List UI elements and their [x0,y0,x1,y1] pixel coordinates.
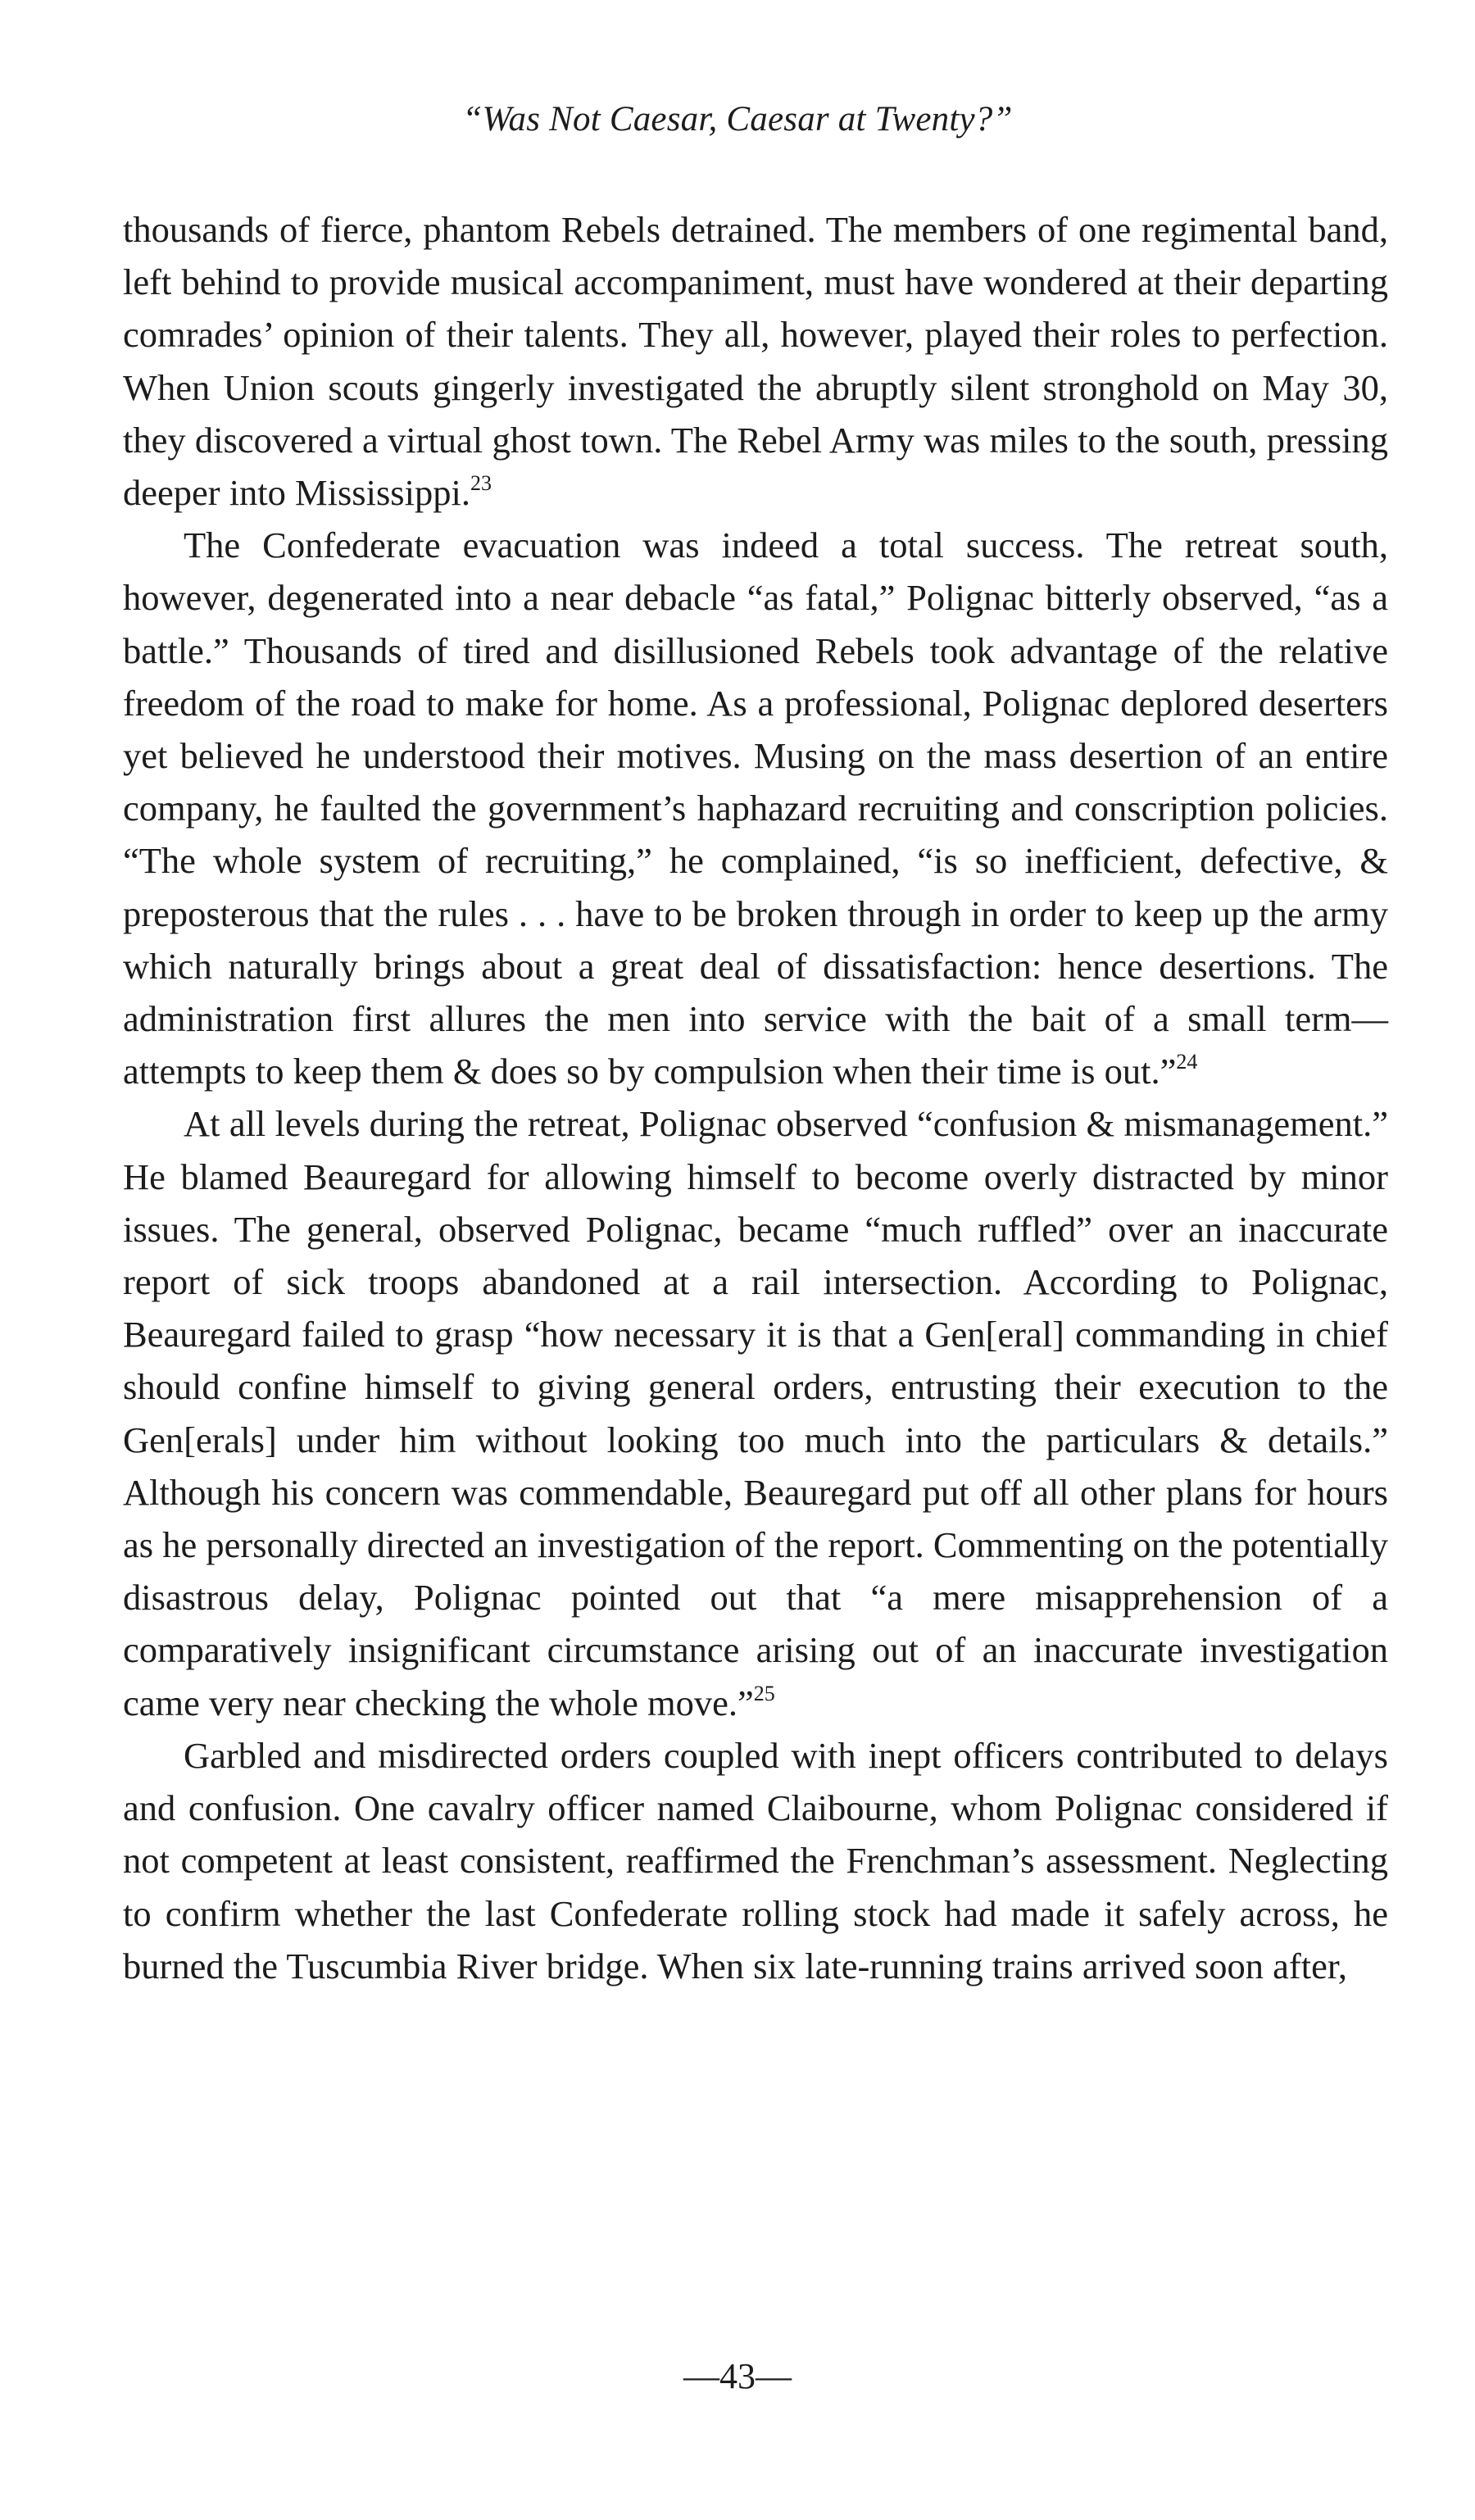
footnote-marker: 23 [470,471,492,496]
page-number: —43— [683,2356,792,2396]
footnote-marker: 24 [1176,1050,1198,1074]
paragraph-3 [123,1097,1388,1728]
paragraph-text: thousands of fierce, phantom Rebels detrained. The members of one regimental band, left behind to provide musical accompaniment, must have wondered at their departing comrades’ opinion of their talents. They all, however, played their roles to perfection. When Union scouts gingerly investigated the abruptly silent stronghold on May 30, they discovered a virtual ghost town. The Rebel Army was miles to the south, pressing deeper into Mississippi. [123,209,1388,514]
paragraph-1 [123,203,1388,519]
paragraph-4 [123,1729,1388,1992]
paragraph-text: Garbled and misdirected orders coupled with inept officers contributed to delays and confusion. One cavalry officer named Claibourne, whom Polignac considered if not competent at least consistent, reaffirmed the Frenchman’s assessment. Neglecting to confirm whether the last Confederate rolling stock had made it safely across, he burned the Tuscumbia River bridge. When six late-running trains arrived soon after, [123,1734,1388,1986]
paragraph-text: At all levels during the retreat, Polignac observed “confusion & mismanagement.” He blamed Beauregard for allowing himself to become overly distracted by minor issues. The general, observed Polignac, became “much ruffled” over an inaccurate report of sick troops abandoned at a rail intersection. According to Polignac, Beauregard failed to grasp “how necessary it is that a Gen[eral] commanding in chief should confine himself to giving general orders, entrusting their execution to the Gen[erals] under him without looking too much into the particulars & details.” Although his concern was commendable, Beauregard put off all other plans for hours as he personally directed an investigation of the report. Commenting on the potentially disastrous delay, Polignac pointed out that “a mere misapprehension of a comparatively insignificant circumstance arising out of an inaccurate investigation came very near checking the whole move.” [123,1103,1388,1723]
paragraph-text: The Confederate evacuation was indeed a total success. The retreat south, however, degenerated into a near debacle “as fatal,” Polignac bitterly observed, “as a battle.” Thousands of tired and disillusioned Rebels took advantage of the relative freedom of the road to make for home. As a professional, Polignac deplored deserters yet believed he understood their motives. Musing on the mass desertion of an entire company, he faulted the government’s haphazard recruiting and conscription policies. “The whole system of recruiting,” he complained, “is so inefficient, defective, & preposterous that the rules . . . have to be broken through in order to keep up the army which naturally brings about a great deal of dissatisfaction: hence desertions. The administration first allures the men into service with the bait of a small term—attempts to keep them & does so by compulsion when their time is out.” [123,524,1388,1092]
footnote-marker: 25 [753,1681,775,1705]
running-head: “Was Not Caesar, Caesar at Twenty?” [462,100,1013,138]
body-text [123,203,1388,1992]
paragraph-2 [123,519,1388,1097]
